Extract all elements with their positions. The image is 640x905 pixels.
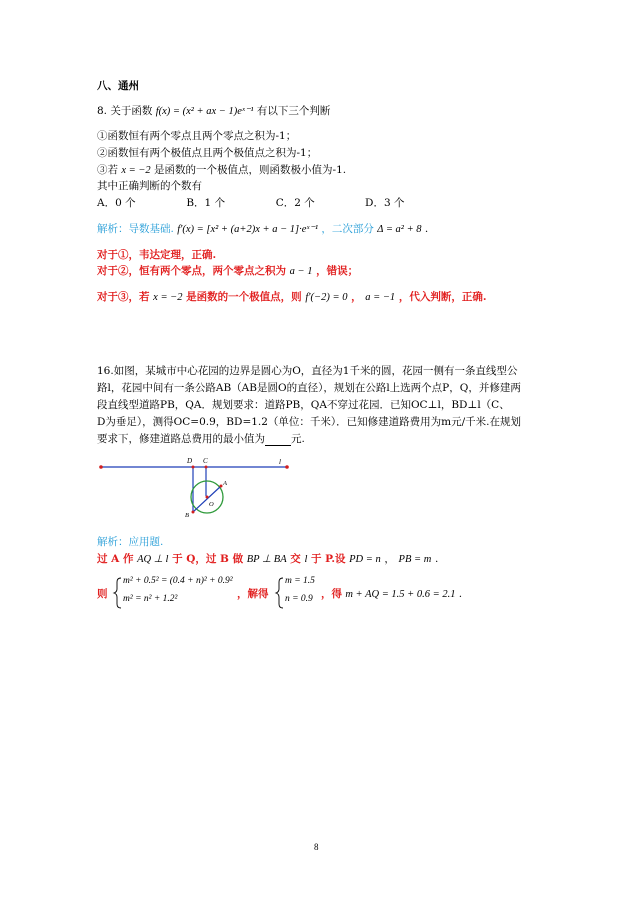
road-end-right-point [285, 465, 289, 469]
q8-stem-formula: f(x) = (x² + ax − 1)eˣ⁻¹ [155, 106, 254, 117]
q8-reason-1: 对于①，韦达定理，正确. [97, 249, 217, 261]
q16-final-formula: m + AQ = 1.5 + 0.6 = 2.1 [345, 589, 456, 600]
q16-a1-f3: l [304, 554, 308, 565]
q8-analysis-end: . [424, 223, 429, 235]
system-1-row-2: m² = n² + 1.2² [123, 594, 178, 604]
q16-a1-end: . [434, 553, 439, 565]
q16-line-2: 路l，花园中间有一条公路AB（AB是圆O的直径），规划在公路l上选两个点P，Q，并修建两 [97, 382, 521, 394]
q8-item-3-formula: x = −2 [121, 165, 151, 176]
system-1-row-1: m² + 0.5² = (0.4 + n)² + 0.9² [123, 576, 233, 586]
q8-reason-2-suffix: ，错误； [316, 265, 359, 277]
q16-a1-mid3: 于 P.设 [311, 553, 346, 565]
q16-a1-prefix: 过 A 作 [97, 553, 134, 565]
q8-item-3-prefix: ③若 [97, 164, 118, 176]
q16-a1-f4: PD = n [349, 554, 381, 565]
q8-stem-suffix: 有以下三个判断 [256, 105, 331, 117]
system-2-row-2: n = 0.9 [285, 594, 313, 604]
q8-reason-3-f2: f′(−2) = 0 [305, 292, 348, 303]
q16-final [321, 587, 462, 602]
point-D [192, 466, 195, 469]
label-l: l [279, 458, 281, 466]
road-end-left-point [99, 465, 103, 469]
q8-option-d: D．3 个 [365, 197, 405, 209]
q8-analysis-mid: ，二次部分 [321, 223, 374, 235]
label-C: C [203, 457, 208, 465]
q16-ze: 则 [97, 588, 108, 600]
q16-line-5-prefix: 要求下，修建道路总费用的最小值为 [97, 433, 265, 445]
q8-question: 其中正确判断的个数有 [97, 180, 202, 192]
q16-analysis-label: 解析：应用题. [97, 536, 164, 548]
q16-a1-f2: BP ⊥ BA [246, 554, 287, 565]
q8-stem-prefix: 8. 关于函数 [97, 105, 153, 117]
q8-reason-2-formula: a − 1 [289, 266, 313, 277]
q8-item-3-suffix: 是函数的一个极值点，则函数极小值为-1. [154, 164, 347, 176]
q8-option-c: C．2 个 [275, 197, 315, 209]
system-2-brace [276, 578, 283, 608]
q8-reason-2-prefix: 对于②，恒有两个零点，两个零点之积为 [97, 265, 286, 277]
q8-reason-3-sep: ， [351, 291, 362, 303]
q8-item-2: ②函数恒有两个极值点且两个极值点之积为-1； [97, 147, 318, 159]
q16-de: ，得 [321, 588, 342, 600]
label-A: A [223, 480, 227, 487]
q8-reason-3-mid: 是函数的一个极值点，则 [186, 291, 302, 303]
q16-jiede: ，解得 [237, 588, 269, 600]
q8-analysis-label: 解析：导数基础. [97, 223, 174, 235]
q8-reason-3-suffix: ，代入判断，正确. [398, 291, 487, 303]
point-B [192, 511, 195, 514]
q8-item-1: ①函数恒有两个零点且两个零点之积为-1； [97, 130, 297, 142]
label-O: O [209, 501, 214, 508]
point-O [206, 496, 209, 499]
page-number: 8 [314, 842, 319, 852]
q8-analysis-delta: Δ = a² + 8 [377, 224, 422, 235]
q8-analysis-formula: f′(x) = [x² + (a+2)x + a − 1]·eˣ⁻¹ [177, 224, 319, 235]
diameter-AB [193, 486, 221, 512]
q8-option-b: B．1 个 [186, 197, 226, 209]
q16-a1-f1: AQ ⊥ l [137, 554, 169, 565]
label-D: D [187, 457, 193, 465]
q16-line-1: 16.如图，某城市中心花园的边界是圆心为O，直径为1千米的圆，花园一侧有一条直线型公 [97, 365, 518, 377]
q8-reason-3-f1: x = −2 [153, 292, 183, 303]
q16-a1-sep: ， [384, 553, 395, 565]
q16-a1-f5: PB = m [398, 554, 432, 565]
system-1-brace [114, 578, 121, 608]
label-B: B [185, 512, 189, 519]
q16-final-end: . [458, 588, 463, 600]
q8-reason-3-f3: a = −1 [365, 292, 396, 303]
q16-analysis-line-1 [97, 552, 438, 567]
q16-line-3: 段直线型道路PB，QA．规划要求：道路PB，QA不穿过花园．已知OC⊥l，BD⊥l（C、 [97, 399, 510, 411]
system-2-row-1: m = 1.5 [285, 576, 315, 586]
q16-a1-mid: 于 Q，过 B 做 [172, 553, 244, 565]
q16-line-4: D为垂足），测得OC=0.9，BD=1.2（单位：千米）．已知修建道路费用为m元/千米.在规划 [97, 416, 522, 428]
point-C [205, 466, 208, 469]
q8-reason-3-prefix: 对于③，若 [97, 291, 150, 303]
section-heading: 八、通州 [97, 80, 139, 92]
q16-line-5-suffix: 元. [291, 433, 305, 445]
q16-a1-mid2: 交 [290, 553, 301, 565]
q8-option-a: A．0 个 [97, 197, 136, 209]
